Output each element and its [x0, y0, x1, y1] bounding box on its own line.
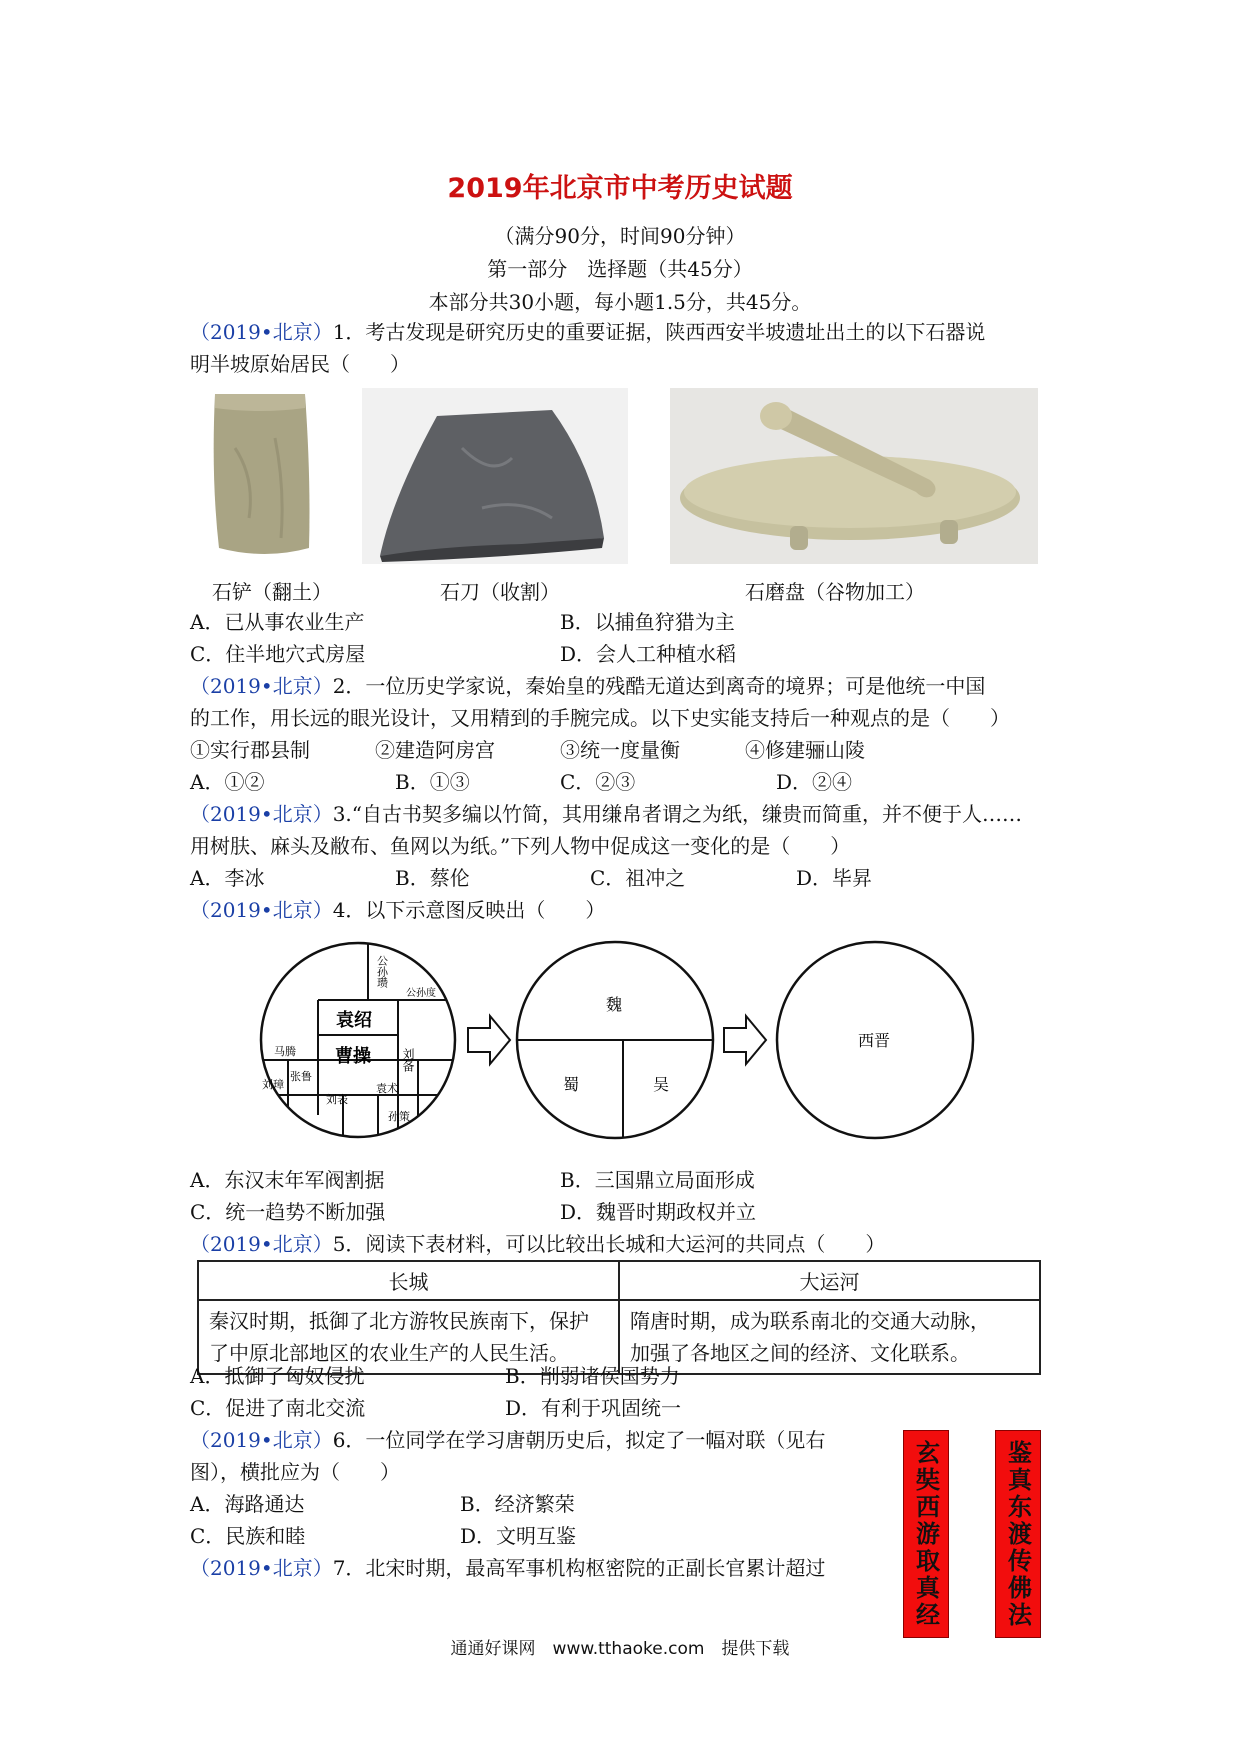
q7-stem-line — [190, 1552, 825, 1584]
q7-stem-text: 7．北宋时期，最高军事机构枢密院的正副长官累计超过 — [332, 1556, 826, 1580]
q1-caption-knife: 石刀（收割） — [440, 580, 560, 604]
q5-stem-text: 5．阅读下表材料，可以比较出长城和大运河的共同点（ ） — [332, 1232, 886, 1256]
q5-comparison-table — [197, 1260, 1041, 1375]
q6-option-c[interactable]: C．民族和睦 — [190, 1524, 306, 1548]
table-header-row — [198, 1261, 1040, 1300]
q5-option-c[interactable]: C．促进了南北交流 — [190, 1396, 366, 1420]
q4-stem-text: 4．以下示意图反映出（ ） — [332, 898, 606, 922]
table-header-grand-canal: 大运河 — [619, 1261, 1040, 1300]
q1-option-a[interactable]: A．已从事农业生产 — [190, 610, 365, 634]
q6-stem-text: 6．一位同学在学习唐朝历史后，拟定了一幅对联（见右 — [332, 1428, 826, 1452]
q3-option-d[interactable]: D．毕昇 — [796, 866, 873, 890]
map-label-gongsunzan: 公孙瓒 — [375, 955, 389, 988]
map-label-shu: 蜀 — [563, 1075, 580, 1094]
q1-option-b[interactable]: B．以捕鱼狩猎为主 — [560, 610, 735, 634]
arrow-icon-2 — [724, 1016, 766, 1064]
q3-stem-line1 — [190, 798, 1022, 830]
map-label-gongsundu: 公孙度 — [406, 988, 436, 999]
q2-item-3: ③统一度量衡 — [560, 738, 680, 762]
q6-tag: （2019•北京） — [190, 1428, 333, 1452]
q3-stem-line2: 用树肤、麻头及敝布、鱼网以为纸。”下列人物中促成这一变化的是（ ） — [190, 834, 851, 858]
q6-stem-line1 — [190, 1424, 825, 1456]
q2-option-b[interactable]: B．①③ — [395, 770, 470, 794]
map-label-xijin: 西晋 — [858, 1031, 891, 1050]
couplet-left: 玄奘西游取真经 — [903, 1430, 949, 1638]
q4-option-a[interactable]: A．东汉末年军阀割据 — [190, 1168, 385, 1192]
q2-stem-line1 — [190, 670, 985, 702]
q2-option-a[interactable]: A．①② — [190, 770, 265, 794]
q1-stem-line1 — [190, 316, 985, 348]
q2-item-1: ①实行郡县制 — [190, 738, 310, 762]
map-label-yuanshu: 袁术 — [376, 1082, 398, 1095]
q4-diagram — [258, 940, 978, 1140]
q6-option-d[interactable]: D．文明互鉴 — [460, 1524, 577, 1548]
q7-tag: （2019•北京） — [190, 1556, 333, 1580]
map-label-yuanshao: 袁绍 — [336, 1010, 372, 1031]
q1-tag: （2019•北京） — [190, 320, 333, 344]
q2-option-d[interactable]: D．②④ — [776, 770, 853, 794]
q6-stem-line2: 图），横批应为（ ） — [190, 1460, 400, 1484]
q5-option-d[interactable]: D．有利于巩固统一 — [505, 1396, 682, 1420]
q5-tag: （2019•北京） — [190, 1232, 333, 1256]
map-label-liuzhang: 刘璋 — [262, 1078, 284, 1091]
q2-item-4: ④修建骊山陵 — [745, 738, 865, 762]
q3-option-c[interactable]: C．祖冲之 — [590, 866, 686, 890]
western-jin-map — [777, 942, 973, 1138]
map-label-liubiao: 刘表 — [326, 1093, 348, 1106]
cell-left-line2: 了中原北部地区的农业生产的人民生活。 — [209, 1341, 569, 1365]
q4-option-c[interactable]: C．统一趋势不断加强 — [190, 1200, 386, 1224]
q1-caption-grinder: 石磨盘（谷物加工） — [745, 580, 925, 604]
footer-source: 通通好课网 www.tthaoke.com 提供下载 — [450, 1639, 790, 1659]
warlord-map — [258, 940, 458, 1140]
table-header-great-wall: 长城 — [198, 1261, 619, 1300]
q3-option-b[interactable]: B．蔡伦 — [395, 866, 470, 890]
q4-stem-line — [190, 894, 605, 926]
q5-option-a[interactable]: A．抵御了匈奴侵扰 — [190, 1364, 365, 1388]
map-label-mateng: 马腾 — [274, 1045, 296, 1058]
q5-option-b[interactable]: B．削弱诸侯国势力 — [505, 1364, 680, 1388]
q4-tag: （2019•北京） — [190, 898, 333, 922]
couplet-right: 鉴真东渡传佛法 — [995, 1430, 1041, 1638]
cell-right-line1: 隋唐时期，成为联系南北的交通大动脉， — [630, 1309, 990, 1333]
stone-knife-photo — [362, 388, 628, 564]
map-label-liubei: 刘备 — [401, 1048, 415, 1072]
q2-tag: （2019•北京） — [190, 674, 333, 698]
stone-shovel-photo — [205, 388, 317, 564]
three-kingdoms-map — [517, 942, 713, 1138]
q1-option-d[interactable]: D．会人工种植水稻 — [560, 642, 737, 666]
map-label-wei: 魏 — [606, 995, 623, 1014]
map-label-zhanglu: 张鲁 — [290, 1070, 312, 1083]
q2-stem-line2: 的工作，用长远的眼光设计，又用精到的手腕完成。以下史实能支持后一种观点的是（ ） — [190, 706, 1010, 730]
q3-stem-text: 3.“自古书契多编以竹简，其用缣帛者谓之为纸，缣贵而简重，并不便于人…… — [332, 802, 1023, 826]
q2-stem-text: 2．一位历史学家说，秦始皇的残酷无道达到离奇的境界；可是他统一中国 — [332, 674, 986, 698]
page-title: 2019年北京市中考历史试题 — [447, 173, 793, 204]
subtitle-section: 第一部分 选择题（共45分） — [487, 257, 753, 281]
arrow-icon-1 — [468, 1016, 510, 1064]
q3-tag: （2019•北京） — [190, 802, 333, 826]
grinding-stone-photo — [670, 388, 1038, 564]
q4-option-d[interactable]: D．魏晋时期政权并立 — [560, 1200, 757, 1224]
q5-stem-line — [190, 1228, 885, 1260]
q1-stem-line2: 明半坡原始居民（ ） — [190, 352, 410, 376]
q1-stem-text: 1．考古发现是研究历史的重要证据，陕西西安半坡遗址出土的以下石器说 — [332, 320, 986, 344]
map-label-wu: 吴 — [653, 1075, 670, 1094]
q1-option-c[interactable]: C．住半地穴式房屋 — [190, 642, 366, 666]
subtitle-score: （满分90分，时间90分钟） — [494, 224, 746, 248]
q6-option-b[interactable]: B．经济繁荣 — [460, 1492, 575, 1516]
q6-option-a[interactable]: A．海路通达 — [190, 1492, 305, 1516]
subtitle-instructions: 本部分共30小题，每小题1.5分，共45分。 — [428, 290, 812, 314]
table-cell-grand-canal — [619, 1300, 1040, 1374]
q1-caption-shovel: 石铲（翻土） — [212, 580, 332, 604]
cell-right-line2: 加强了各地区之间的经济、文化联系。 — [630, 1341, 970, 1365]
map-label-caocao: 曹操 — [335, 1046, 371, 1067]
cell-left-line1: 秦汉时期，抵御了北方游牧民族南下，保护 — [209, 1309, 589, 1333]
map-label-sunce: 孙策 — [388, 1110, 410, 1123]
q2-item-2: ②建造阿房宫 — [375, 738, 495, 762]
q2-option-c[interactable]: C．②③ — [560, 770, 636, 794]
q4-option-b[interactable]: B．三国鼎立局面形成 — [560, 1168, 755, 1192]
q3-option-a[interactable]: A．李冰 — [190, 866, 265, 890]
